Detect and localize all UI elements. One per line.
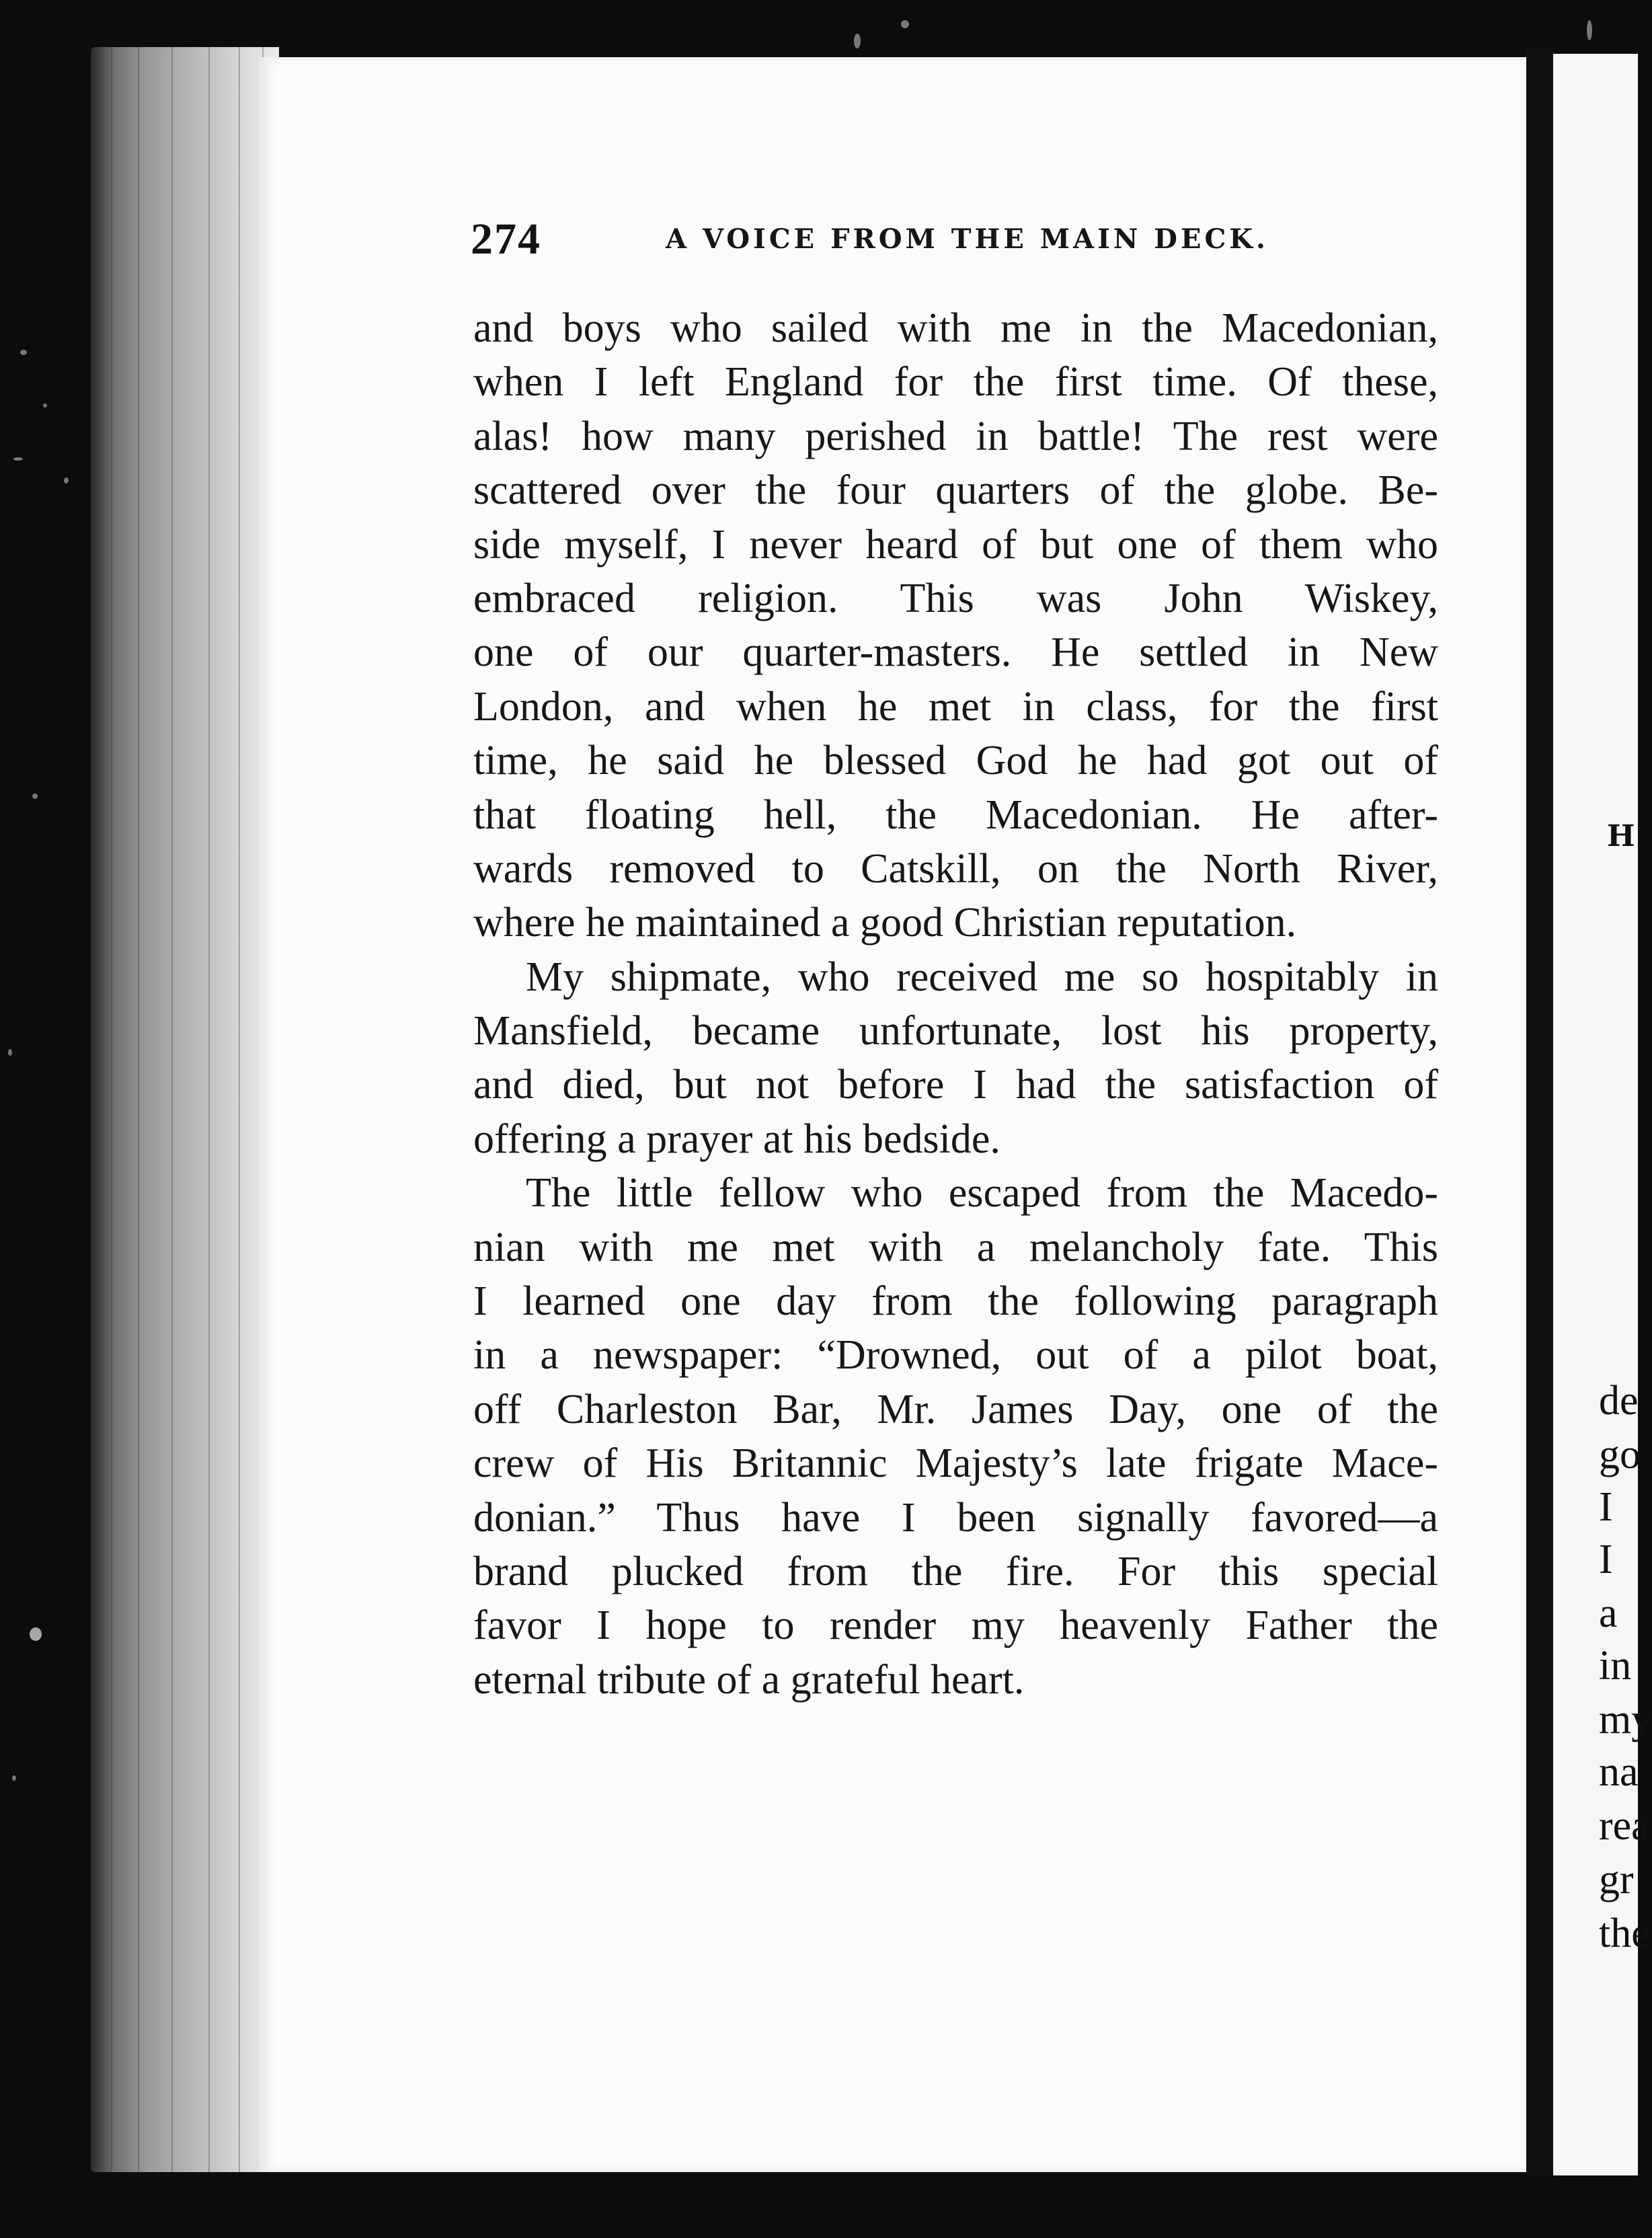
text-line: time, he said he blessed God he had got out of [473, 738, 1438, 784]
facing-page-line-fragment: gr [1599, 1857, 1634, 1902]
dust-speck [13, 457, 23, 461]
facing-page-line-fragment: na [1599, 1749, 1639, 1795]
dust-speck [12, 1775, 16, 1781]
text-line: and died, but not before I had the satisfaction of [473, 1062, 1438, 1108]
text-line: Mansfield, became unfortunate, lost his property, [473, 1008, 1438, 1054]
running-head-title: A VOICE FROM THE MAIN DECK. [666, 223, 1269, 255]
text-line: side myself, I never heard of but one of them who [473, 521, 1438, 568]
dust-speck [854, 34, 861, 48]
facing-page-line-fragment: go [1599, 1432, 1641, 1477]
text-line: wards removed to Catskill, on the North River, [473, 845, 1438, 892]
scanner-bottom-edge [0, 2175, 1638, 2238]
facing-page-line-fragment: I [1599, 1484, 1613, 1530]
dust-speck [8, 1049, 12, 1056]
text-line: favor I hope to render my heavenly Father the [473, 1603, 1438, 1649]
text-line: in a newspaper: “Drowned, out of a pilot boat, [473, 1332, 1438, 1379]
dust-speck [32, 794, 38, 799]
text-line: one of our quarter-masters. He settled in New [473, 629, 1438, 676]
text-line: alas! how many perished in battle! The rest were [473, 413, 1438, 459]
facing-page-heading-fragment: H [1607, 819, 1635, 853]
dust-speck [64, 477, 69, 484]
text-line: scattered over the four quarters of the globe. Be- [473, 467, 1438, 514]
paragraph-start-line: My shipmate, who received me so hospitably in [526, 954, 1438, 1000]
text-line: embraced religion. This was John Wiskey, [473, 575, 1438, 621]
dust-speck [901, 20, 909, 28]
text-line: I learned one day from the following paragraph [473, 1278, 1438, 1325]
text-line: nian with me met with a melancholy fate. This [473, 1224, 1438, 1270]
dust-speck [1587, 20, 1592, 40]
facing-page-line-fragment: rea [1599, 1803, 1650, 1849]
text-line: off Charleston Bar, Mr. James Day, one of the [473, 1386, 1438, 1432]
body-text [473, 301, 1438, 1707]
text-line: offering a prayer at his bedside. [473, 1116, 1000, 1162]
text-line: where he maintained a good Christian reputation. [473, 900, 1297, 946]
facing-page-line-fragment: the [1599, 1911, 1650, 1956]
facing-page-line-fragment: in [1599, 1643, 1632, 1689]
dust-speck [30, 1627, 42, 1641]
paragraph-start-line: The little fellow who escaped from the Macedo- [526, 1170, 1438, 1217]
book-gutter [1526, 47, 1553, 2186]
dust-speck [43, 403, 47, 408]
text-line: brand plucked from the fire. For this special [473, 1548, 1438, 1594]
text-line: and boys who sailed with me in the Macedonian, [473, 305, 1438, 351]
page-number: 274 [471, 215, 541, 264]
text-line: London, and when he met in class, for the first [473, 683, 1438, 730]
dust-speck [20, 350, 27, 355]
text-line: crew of His Britannic Majesty’s late frigate Mace- [473, 1440, 1438, 1487]
running-head [471, 214, 1446, 268]
facing-page-line-fragment: my [1599, 1697, 1652, 1742]
text-line: when I left England for the first time. Of these, [473, 359, 1438, 406]
text-line: donian.” Thus have I been signally favored—a [473, 1494, 1438, 1541]
facing-page-line-fragment: a [1599, 1590, 1618, 1636]
text-line: eternal tribute of a grateful heart. [473, 1656, 1025, 1703]
facing-page-edge [1553, 54, 1652, 2179]
text-line: that floating hell, the Macedonian. He after- [473, 792, 1438, 838]
facing-page-line-fragment: de [1599, 1378, 1639, 1424]
page-edges [91, 47, 279, 2172]
facing-page-line-fragment: I [1599, 1537, 1613, 1582]
